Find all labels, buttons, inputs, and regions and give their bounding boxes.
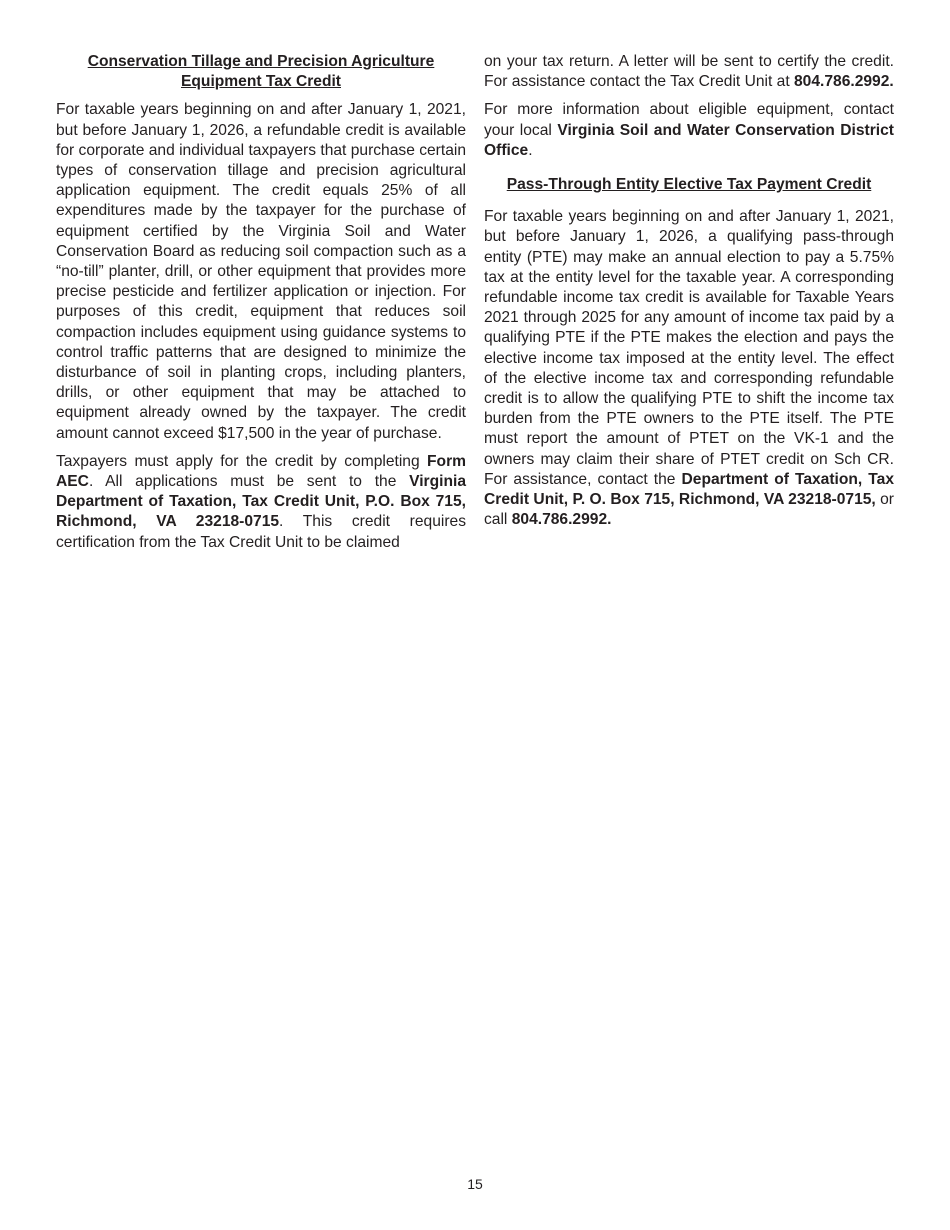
paragraph-more-information <box>484 100 894 161</box>
phone-number: 804.786.2992. <box>511 511 612 529</box>
text-segment: . <box>528 141 533 159</box>
page-number: 15 <box>467 1176 483 1192</box>
text-segment: Taxpayers must apply for the credit by completing <box>56 452 428 470</box>
text-segment: For taxable years beginning on and after January 1, 2021, but before January 1, 2026, a qualifying pass-through entity (PTE) may make an annual election to pay a 5.75% tax at the entity level for the taxable year. A corresponding refundable income tax credit is available for Taxable Years 2021 through 2025 for any amount of income tax paid by a qualifying PTE if the PTE makes the election and pays the elective income tax imposed at the entity level. The effect of the elective income tax and corresponding refundable credit is to allow the qualifying PTE to shift the income tax burden from the PTE owners to the PTE itself. The PTE must report the amount of PTET on the VK-1 and the owners may claim their share of PTET credit on Sch CR. For assistance, contact the <box>484 208 894 488</box>
text-segment: For more information about eligible equipment, contact your local <box>484 101 894 139</box>
form-name: Form AEC <box>56 452 466 491</box>
office-name: Virginia Soil and Water Conservation District Office <box>484 121 894 159</box>
section-heading-conservation-tillage: Conservation Tillage and Precision Agriculture Equipment Tax Credit <box>87 53 435 91</box>
paragraph-ptet-description <box>484 207 894 530</box>
mailing-address: Virginia Department of Taxation, Tax Credit Unit, P.O. Box 715, Richmond, VA 23218-0715 <box>56 473 466 531</box>
left-column <box>56 52 466 561</box>
department-address: Department of Taxation, Tax Credit Unit, P. O. Box 715, Richmond, VA 23218-0715, <box>484 470 895 509</box>
text-segment: . All applications must be sent to the <box>88 473 410 491</box>
right-column <box>484 52 894 538</box>
paragraph-credit-description: For taxable years beginning on and after January 1, 2021, but before January 1, 2026, a refundable credit is available for corporate and individual taxpayers that purchase certain types of conservation tillage and precision agricultural application equipment. The credit equals 25% of all expenditures made by the taxpayer for the purchase of equipment certified by the Virginia Soil and Water Conservation Board as reducing soil compaction such as a “no-till” planter, drill, or other equipment that provides more precise pesticide and fertilizer application or injection. For purposes of this credit, equipment that reduces soil compaction includes equipment using guidance systems to control traffic patterns that are designed to minimize the disturbance of soil in planting crops, including planters, drills, or other equipment that may be attached to equipment already owned by the taxpayer. The credit amount cannot exceed $17,500 in the year of purchase. <box>56 101 467 442</box>
text-segment: or call <box>484 491 895 529</box>
text-segment: . This credit requires certification from the Tax Credit Unit to be claimed <box>56 513 466 551</box>
section-heading-pass-through-entity: Pass-Through Entity Elective Tax Payment Credit <box>506 176 872 194</box>
phone-number: 804.786.2992. <box>794 73 894 91</box>
text-segment: on your tax return. A letter will be sent to certify the credit. For assistance contact the Tax Credit Unit at <box>484 53 894 91</box>
paragraph-application-instructions <box>56 452 466 553</box>
paragraph-continuation <box>484 52 894 92</box>
